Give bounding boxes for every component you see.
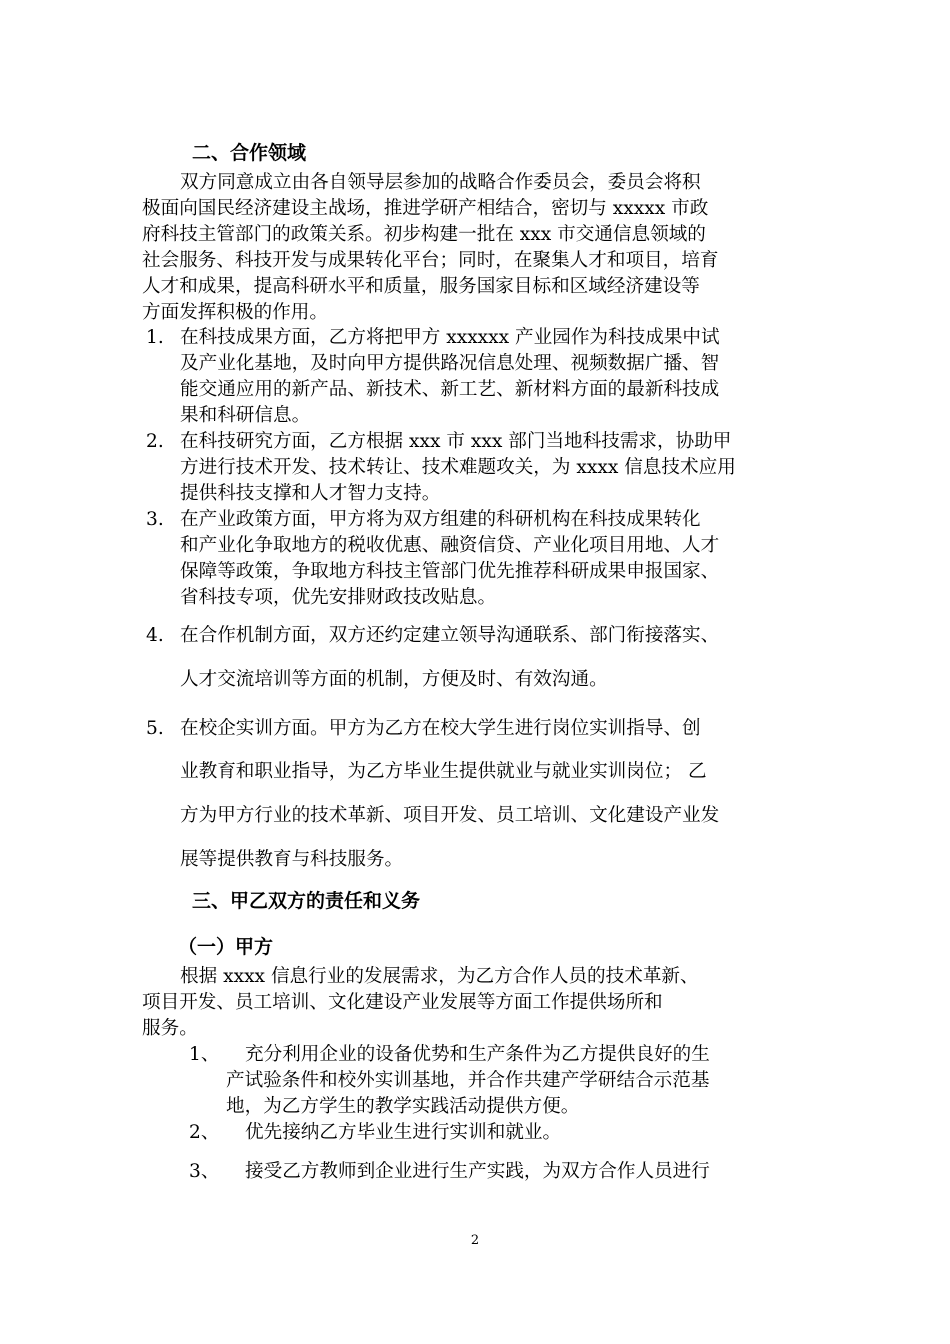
list-item-line: 接受乙方教师到企业进行生产实践，为双方合作人员进行 [245,1161,710,1182]
list-item-line: 保障等政策，争取地方科技主管部门优先推荐科研成果申报国家、 [180,561,720,582]
section-heading-cooperation-fields: 二、合作领域 [192,142,307,164]
list-item-line: 方进行技术开发、技术转让、技术难题攻关，为 xxxx 信息技术应用 [180,457,736,478]
paragraph-line: 服务。 [142,1018,198,1039]
list-number: 3. [146,509,164,530]
paragraph-line: 极面向国民经济建设主战场，推进学研产相结合，密切与 xxxxx 市政 [142,198,709,219]
paragraph-line: 人才和成果，提高科研水平和质量，服务国家目标和区域经济建设等 [142,276,700,297]
list-item-line: 充分利用企业的设备优势和生产条件为乙方提供良好的生 [245,1044,710,1065]
list-number: 4. [146,625,164,646]
list-item-line: 方为甲方行业的技术革新、项目开发、员工培训、文化建设产业发 [180,805,720,826]
list-item-line: 优先接纳乙方毕业生进行实训和就业。 [245,1122,562,1143]
list-item-line: 能交通应用的新产品、新技术、新工艺、新材料方面的最新科技成 [180,379,720,400]
list-item-line: 在合作机制方面，双方还约定建立领导沟通联系、部门衔接落实、 [180,625,720,646]
list-item-line: 提供科技支撑和人才智力支持。 [180,483,441,504]
list-item-line: 在科技研究方面，乙方根据 xxx 市 xxx 部门当地科技需求，协助甲 [180,431,732,452]
paragraph-line: 双方同意成立由各自领导层参加的战略合作委员会，委员会将积 [180,172,701,193]
paragraph-line: 府科技主管部门的政策关系。初步构建一批在 xxx 市交通信息领域的 [142,224,706,245]
list-number: 5. [146,718,164,739]
section-heading-responsibilities: 三、甲乙双方的责任和义务 [192,890,421,912]
list-item-line: 地，为乙方学生的教学实践活动提供方便。 [226,1096,580,1117]
list-number: 1、 [189,1044,220,1065]
list-item-line: 果和科研信息。 [180,405,311,426]
list-number: 2、 [189,1122,220,1143]
list-item-line: 省科技专项，优先安排财政技改贴息。 [180,587,497,608]
list-item-line: 在校企实训方面。甲方为乙方在校大学生进行岗位实训指导、创 [180,718,701,739]
list-number: 2. [146,431,164,452]
sub-heading-party-a: （一）甲方 [178,936,274,958]
list-item-line: 在产业政策方面，甲方将为双方组建的科研机构在科技成果转化 [180,509,701,530]
list-item-line: 人才交流培训等方面的机制，方便及时、有效沟通。 [180,669,608,690]
list-item-line: 展等提供教育与科技服务。 [180,849,404,870]
paragraph-line: 社会服务、科技开发与成果转化平台；同时，在聚集人才和项目，培育 [142,250,719,271]
paragraph-line: 根据 xxxx 信息行业的发展需求，为乙方合作人员的技术革新、 [180,966,699,987]
list-number: 1. [146,327,164,348]
list-item-line: 及产业化基地，及时向甲方提供路况信息处理、视频数据广播、智 [180,353,720,374]
list-item-line: 业教育和职业指导，为乙方毕业生提供就业与就业实训岗位； 乙 [180,761,707,782]
list-number: 3、 [189,1161,220,1182]
paragraph-line: 方面发挥积极的作用。 [142,302,328,323]
list-item-line: 和产业化争取地方的税收优惠、融资信贷、产业化项目用地、人才 [180,535,720,556]
paragraph-line: 项目开发、员工培训、文化建设产业发展等方面工作提供场所和 [142,992,663,1013]
list-item-line: 产试验条件和校外实训基地，并合作共建产学研结合示范基 [226,1070,710,1091]
page-number: 2 [470,1233,480,1248]
list-item-line: 在科技成果方面，乙方将把甲方 xxxxxx 产业园作为科技成果中试 [180,327,720,348]
